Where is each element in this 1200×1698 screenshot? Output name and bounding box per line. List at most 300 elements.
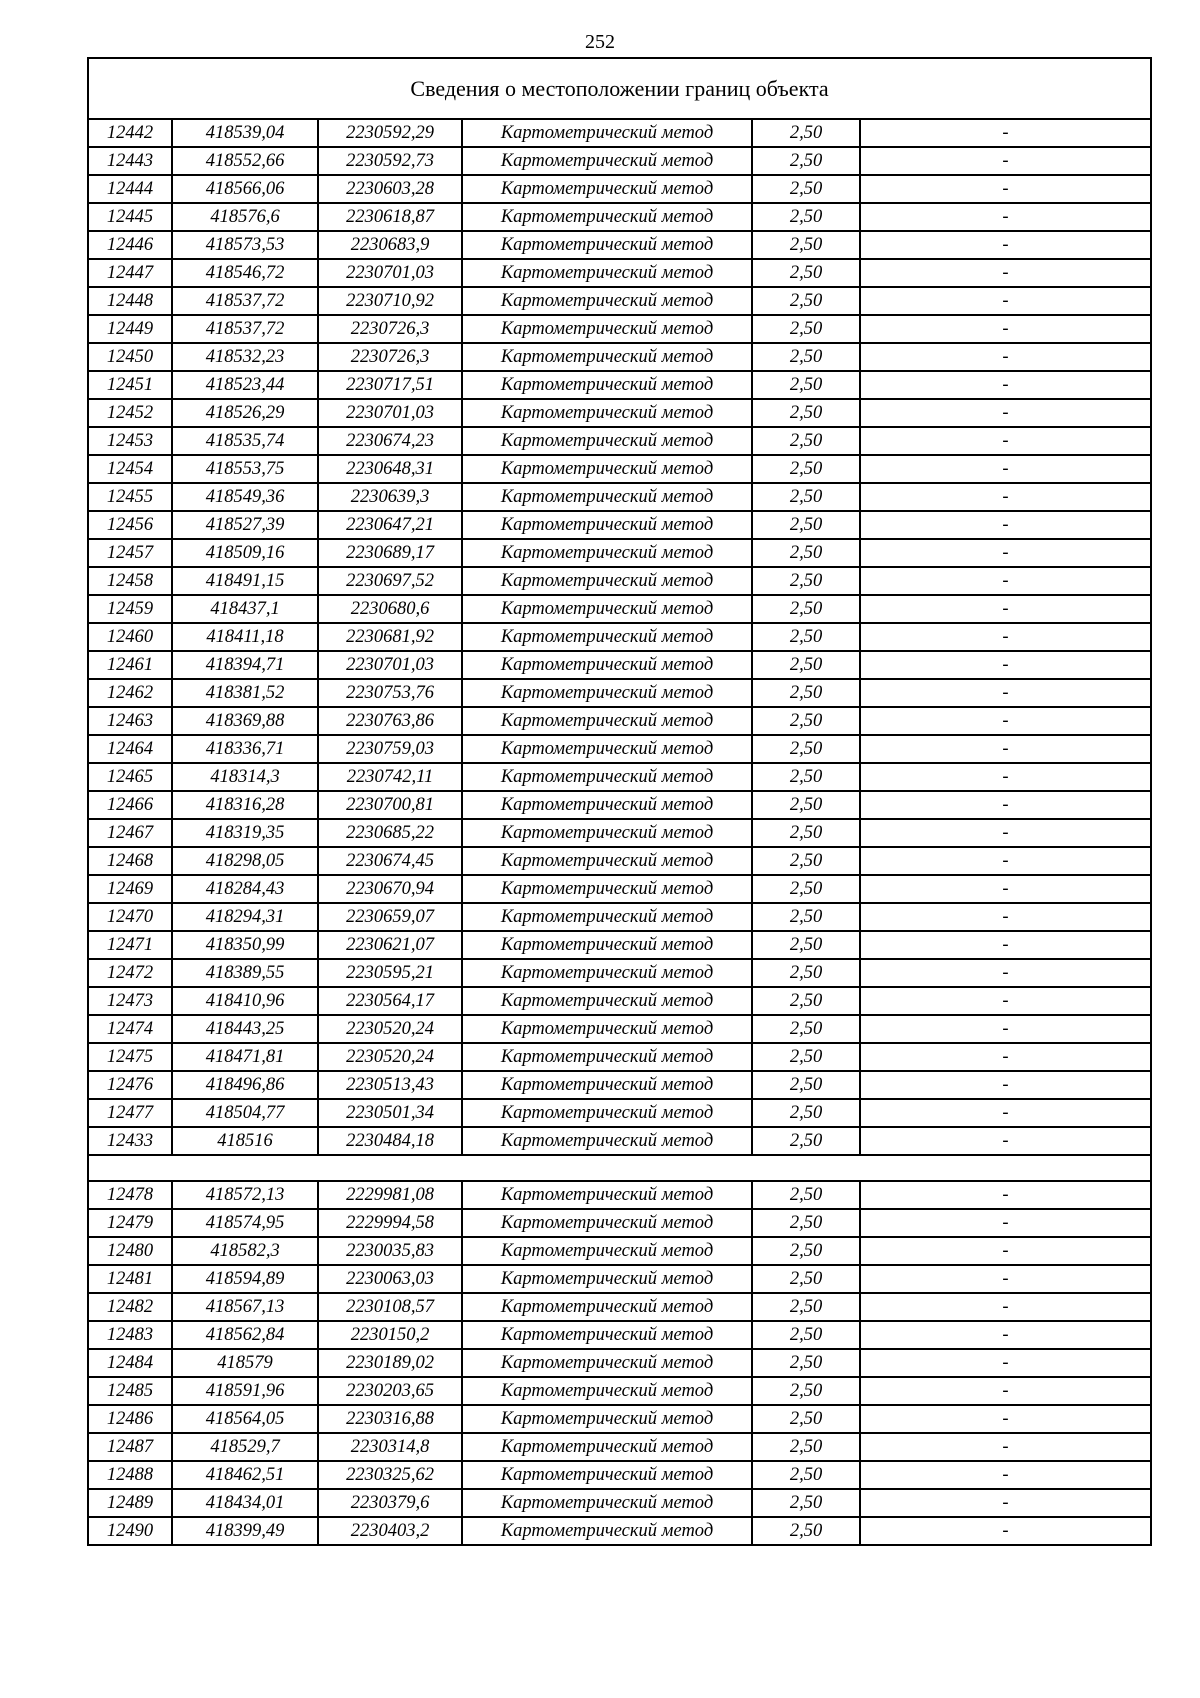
point-number-cell: 12476	[88, 1071, 172, 1099]
y-coordinate-cell: 2230685,22	[318, 819, 462, 847]
table-separator-row	[88, 1155, 1151, 1181]
method-cell: Картометрический метод	[462, 763, 752, 791]
table-row	[88, 791, 1151, 819]
table-row	[88, 847, 1151, 875]
page-number: 252	[585, 31, 615, 53]
description-cell: -	[860, 1043, 1151, 1071]
description-cell: -	[860, 203, 1151, 231]
method-cell: Картометрический метод	[462, 1237, 752, 1265]
method-cell: Картометрический метод	[462, 1181, 752, 1209]
point-number-cell: 12469	[88, 875, 172, 903]
accuracy-cell: 2,50	[752, 1433, 860, 1461]
point-number-cell: 12462	[88, 679, 172, 707]
point-number-cell: 12450	[88, 343, 172, 371]
accuracy-cell: 2,50	[752, 231, 860, 259]
x-coordinate-cell: 418496,86	[172, 1071, 318, 1099]
point-number-cell: 12479	[88, 1209, 172, 1237]
accuracy-cell: 2,50	[752, 455, 860, 483]
accuracy-cell: 2,50	[752, 1237, 860, 1265]
x-coordinate-cell: 418523,44	[172, 371, 318, 399]
accuracy-cell: 2,50	[752, 1099, 860, 1127]
table-row	[88, 1265, 1151, 1293]
x-coordinate-cell: 418350,99	[172, 931, 318, 959]
y-coordinate-cell: 2230520,24	[318, 1015, 462, 1043]
method-cell: Картометрический метод	[462, 371, 752, 399]
y-coordinate-cell: 2230670,94	[318, 875, 462, 903]
point-number-cell: 12489	[88, 1489, 172, 1517]
point-number-cell: 12449	[88, 315, 172, 343]
y-coordinate-cell: 2230763,86	[318, 707, 462, 735]
method-cell: Картометрический метод	[462, 903, 752, 931]
x-coordinate-cell: 418410,96	[172, 987, 318, 1015]
table-row	[88, 511, 1151, 539]
table-row	[88, 427, 1151, 455]
description-cell: -	[860, 259, 1151, 287]
method-cell: Картометрический метод	[462, 259, 752, 287]
method-cell: Картометрический метод	[462, 1015, 752, 1043]
method-cell: Картометрический метод	[462, 1265, 752, 1293]
y-coordinate-cell: 2230680,6	[318, 595, 462, 623]
x-coordinate-cell: 418576,6	[172, 203, 318, 231]
y-coordinate-cell: 2230403,2	[318, 1517, 462, 1545]
table-row	[88, 1071, 1151, 1099]
table-row	[88, 119, 1151, 147]
accuracy-cell: 2,50	[752, 343, 860, 371]
table-row	[88, 175, 1151, 203]
point-number-cell: 12480	[88, 1237, 172, 1265]
table-row	[88, 959, 1151, 987]
table-row	[88, 1461, 1151, 1489]
y-coordinate-cell: 2229994,58	[318, 1209, 462, 1237]
accuracy-cell: 2,50	[752, 1349, 860, 1377]
table-row	[88, 203, 1151, 231]
method-cell: Картометрический метод	[462, 511, 752, 539]
description-cell: -	[860, 735, 1151, 763]
y-coordinate-cell: 2230595,21	[318, 959, 462, 987]
y-coordinate-cell: 2230648,31	[318, 455, 462, 483]
x-coordinate-cell: 418532,23	[172, 343, 318, 371]
table-row	[88, 679, 1151, 707]
point-number-cell: 12464	[88, 735, 172, 763]
method-cell: Картометрический метод	[462, 483, 752, 511]
method-cell: Картометрический метод	[462, 1127, 752, 1155]
table-row	[88, 987, 1151, 1015]
accuracy-cell: 2,50	[752, 175, 860, 203]
point-number-cell: 12463	[88, 707, 172, 735]
y-coordinate-cell: 2230150,2	[318, 1321, 462, 1349]
table-row	[88, 371, 1151, 399]
accuracy-cell: 2,50	[752, 1321, 860, 1349]
point-number-cell: 12433	[88, 1127, 172, 1155]
y-coordinate-cell: 2230035,83	[318, 1237, 462, 1265]
y-coordinate-cell: 2230621,07	[318, 931, 462, 959]
method-cell: Картометрический метод	[462, 287, 752, 315]
x-coordinate-cell: 418553,75	[172, 455, 318, 483]
point-number-cell: 12486	[88, 1405, 172, 1433]
accuracy-cell: 2,50	[752, 595, 860, 623]
point-number-cell: 12487	[88, 1433, 172, 1461]
description-cell: -	[860, 1321, 1151, 1349]
accuracy-cell: 2,50	[752, 1043, 860, 1071]
x-coordinate-cell: 418284,43	[172, 875, 318, 903]
x-coordinate-cell: 418537,72	[172, 315, 318, 343]
x-coordinate-cell: 418394,71	[172, 651, 318, 679]
table-row	[88, 1433, 1151, 1461]
point-number-cell: 12465	[88, 763, 172, 791]
y-coordinate-cell: 2230659,07	[318, 903, 462, 931]
y-coordinate-cell: 2230647,21	[318, 511, 462, 539]
point-number-cell: 12473	[88, 987, 172, 1015]
description-cell: -	[860, 595, 1151, 623]
description-cell: -	[860, 1099, 1151, 1127]
description-cell: -	[860, 315, 1151, 343]
y-coordinate-cell: 2230701,03	[318, 259, 462, 287]
method-cell: Картометрический метод	[462, 875, 752, 903]
accuracy-cell: 2,50	[752, 1127, 860, 1155]
point-number-cell: 12481	[88, 1265, 172, 1293]
accuracy-cell: 2,50	[752, 735, 860, 763]
method-cell: Картометрический метод	[462, 315, 752, 343]
y-coordinate-cell: 2230742,11	[318, 763, 462, 791]
method-cell: Картометрический метод	[462, 147, 752, 175]
table-row	[88, 707, 1151, 735]
point-number-cell: 12448	[88, 287, 172, 315]
point-number-cell: 12478	[88, 1181, 172, 1209]
table-row	[88, 1377, 1151, 1405]
x-coordinate-cell: 418566,06	[172, 175, 318, 203]
description-cell: -	[860, 651, 1151, 679]
table-row	[88, 651, 1151, 679]
accuracy-cell: 2,50	[752, 1405, 860, 1433]
table-row	[88, 1099, 1151, 1127]
description-cell: -	[860, 679, 1151, 707]
accuracy-cell: 2,50	[752, 1489, 860, 1517]
accuracy-cell: 2,50	[752, 147, 860, 175]
table-row	[88, 1209, 1151, 1237]
method-cell: Картометрический метод	[462, 1405, 752, 1433]
x-coordinate-cell: 418381,52	[172, 679, 318, 707]
description-cell: -	[860, 567, 1151, 595]
point-number-cell: 12451	[88, 371, 172, 399]
method-cell: Картометрический метод	[462, 231, 752, 259]
description-cell: -	[860, 287, 1151, 315]
point-number-cell: 12461	[88, 651, 172, 679]
table-row	[88, 567, 1151, 595]
y-coordinate-cell: 2230726,3	[318, 315, 462, 343]
method-cell: Картометрический метод	[462, 1489, 752, 1517]
description-cell: -	[860, 931, 1151, 959]
method-cell: Картометрический метод	[462, 1099, 752, 1127]
table-row	[88, 231, 1151, 259]
y-coordinate-cell: 2230108,57	[318, 1293, 462, 1321]
y-coordinate-cell: 2230710,92	[318, 287, 462, 315]
x-coordinate-cell: 418509,16	[172, 539, 318, 567]
description-cell: -	[860, 483, 1151, 511]
separator-cell	[88, 1155, 1151, 1181]
point-number-cell: 12485	[88, 1377, 172, 1405]
y-coordinate-cell: 2230189,02	[318, 1349, 462, 1377]
table-row	[88, 1321, 1151, 1349]
table-row	[88, 1489, 1151, 1517]
point-number-cell: 12442	[88, 119, 172, 147]
method-cell: Картометрический метод	[462, 1349, 752, 1377]
description-cell: -	[860, 1209, 1151, 1237]
table-row	[88, 259, 1151, 287]
table-row	[88, 315, 1151, 343]
description-cell: -	[860, 1265, 1151, 1293]
y-coordinate-cell: 2230697,52	[318, 567, 462, 595]
y-coordinate-cell: 2230639,3	[318, 483, 462, 511]
method-cell: Картометрический метод	[462, 1293, 752, 1321]
description-cell: -	[860, 1377, 1151, 1405]
accuracy-cell: 2,50	[752, 1209, 860, 1237]
method-cell: Картометрический метод	[462, 735, 752, 763]
description-cell: -	[860, 1405, 1151, 1433]
point-number-cell: 12447	[88, 259, 172, 287]
y-coordinate-cell: 2230592,29	[318, 119, 462, 147]
description-cell: -	[860, 427, 1151, 455]
x-coordinate-cell: 418574,95	[172, 1209, 318, 1237]
y-coordinate-cell: 2230701,03	[318, 651, 462, 679]
method-cell: Картометрический метод	[462, 1461, 752, 1489]
method-cell: Картометрический метод	[462, 1321, 752, 1349]
y-coordinate-cell: 2230592,73	[318, 147, 462, 175]
x-coordinate-cell: 418594,89	[172, 1265, 318, 1293]
table-row	[88, 483, 1151, 511]
description-cell: -	[860, 1461, 1151, 1489]
table-row	[88, 1181, 1151, 1209]
x-coordinate-cell: 418516	[172, 1127, 318, 1155]
method-cell: Картометрический метод	[462, 679, 752, 707]
method-cell: Картометрический метод	[462, 651, 752, 679]
y-coordinate-cell: 2230683,9	[318, 231, 462, 259]
point-number-cell: 12477	[88, 1099, 172, 1127]
x-coordinate-cell: 418336,71	[172, 735, 318, 763]
y-coordinate-cell: 2230501,34	[318, 1099, 462, 1127]
point-number-cell: 12443	[88, 147, 172, 175]
point-number-cell: 12457	[88, 539, 172, 567]
description-cell: -	[860, 847, 1151, 875]
x-coordinate-cell: 418572,13	[172, 1181, 318, 1209]
method-cell: Картометрический метод	[462, 427, 752, 455]
x-coordinate-cell: 418319,35	[172, 819, 318, 847]
x-coordinate-cell: 418552,66	[172, 147, 318, 175]
accuracy-cell: 2,50	[752, 1265, 860, 1293]
x-coordinate-cell: 418389,55	[172, 959, 318, 987]
description-cell: -	[860, 959, 1151, 987]
point-number-cell: 12446	[88, 231, 172, 259]
table-row	[88, 1043, 1151, 1071]
x-coordinate-cell: 418529,7	[172, 1433, 318, 1461]
y-coordinate-cell: 2230520,24	[318, 1043, 462, 1071]
x-coordinate-cell: 418564,05	[172, 1405, 318, 1433]
table-row	[88, 1127, 1151, 1155]
accuracy-cell: 2,50	[752, 1461, 860, 1489]
x-coordinate-cell: 418535,74	[172, 427, 318, 455]
accuracy-cell: 2,50	[752, 791, 860, 819]
table-row	[88, 931, 1151, 959]
point-number-cell: 12474	[88, 1015, 172, 1043]
table-title: Сведения о местоположении границ объекта	[88, 58, 1151, 119]
y-coordinate-cell: 2230753,76	[318, 679, 462, 707]
accuracy-cell: 2,50	[752, 1517, 860, 1545]
x-coordinate-cell: 418462,51	[172, 1461, 318, 1489]
y-coordinate-cell: 2230689,17	[318, 539, 462, 567]
x-coordinate-cell: 418591,96	[172, 1377, 318, 1405]
description-cell: -	[860, 763, 1151, 791]
table-row	[88, 875, 1151, 903]
table-row	[88, 903, 1151, 931]
y-coordinate-cell: 2230700,81	[318, 791, 462, 819]
accuracy-cell: 2,50	[752, 259, 860, 287]
description-cell: -	[860, 875, 1151, 903]
method-cell: Картометрический метод	[462, 1433, 752, 1461]
method-cell: Картометрический метод	[462, 1517, 752, 1545]
accuracy-cell: 2,50	[752, 931, 860, 959]
x-coordinate-cell: 418579	[172, 1349, 318, 1377]
y-coordinate-cell: 2230717,51	[318, 371, 462, 399]
accuracy-cell: 2,50	[752, 539, 860, 567]
accuracy-cell: 2,50	[752, 819, 860, 847]
accuracy-cell: 2,50	[752, 315, 860, 343]
y-coordinate-cell: 2230603,28	[318, 175, 462, 203]
accuracy-cell: 2,50	[752, 119, 860, 147]
description-cell: -	[860, 371, 1151, 399]
accuracy-cell: 2,50	[752, 903, 860, 931]
table-row	[88, 399, 1151, 427]
x-coordinate-cell: 418443,25	[172, 1015, 318, 1043]
description-cell: -	[860, 455, 1151, 483]
point-number-cell: 12482	[88, 1293, 172, 1321]
accuracy-cell: 2,50	[752, 651, 860, 679]
description-cell: -	[860, 1127, 1151, 1155]
table-row	[88, 1405, 1151, 1433]
y-coordinate-cell: 2230726,3	[318, 343, 462, 371]
point-number-cell: 12468	[88, 847, 172, 875]
x-coordinate-cell: 418434,01	[172, 1489, 318, 1517]
point-number-cell: 12471	[88, 931, 172, 959]
method-cell: Картометрический метод	[462, 175, 752, 203]
method-cell: Картометрический метод	[462, 707, 752, 735]
point-number-cell: 12452	[88, 399, 172, 427]
description-cell: -	[860, 399, 1151, 427]
method-cell: Картометрический метод	[462, 343, 752, 371]
y-coordinate-cell: 2230063,03	[318, 1265, 462, 1293]
point-number-cell: 12460	[88, 623, 172, 651]
y-coordinate-cell: 2230314,8	[318, 1433, 462, 1461]
method-cell: Картометрический метод	[462, 1071, 752, 1099]
description-cell: -	[860, 539, 1151, 567]
point-number-cell: 12453	[88, 427, 172, 455]
y-coordinate-cell: 2230316,88	[318, 1405, 462, 1433]
accuracy-cell: 2,50	[752, 763, 860, 791]
description-cell: -	[860, 343, 1151, 371]
x-coordinate-cell: 418491,15	[172, 567, 318, 595]
method-cell: Картометрический метод	[462, 567, 752, 595]
point-number-cell: 12470	[88, 903, 172, 931]
description-cell: -	[860, 231, 1151, 259]
description-cell: -	[860, 1293, 1151, 1321]
x-coordinate-cell: 418399,49	[172, 1517, 318, 1545]
x-coordinate-cell: 418298,05	[172, 847, 318, 875]
point-number-cell: 12445	[88, 203, 172, 231]
method-cell: Картометрический метод	[462, 455, 752, 483]
x-coordinate-cell: 418471,81	[172, 1043, 318, 1071]
method-cell: Картометрический метод	[462, 847, 752, 875]
description-cell: -	[860, 623, 1151, 651]
description-cell: -	[860, 1517, 1151, 1545]
description-cell: -	[860, 1433, 1151, 1461]
accuracy-cell: 2,50	[752, 1181, 860, 1209]
description-cell: -	[860, 987, 1151, 1015]
method-cell: Картометрический метод	[462, 119, 752, 147]
accuracy-cell: 2,50	[752, 707, 860, 735]
x-coordinate-cell: 418573,53	[172, 231, 318, 259]
method-cell: Картометрический метод	[462, 959, 752, 987]
y-coordinate-cell: 2230759,03	[318, 735, 462, 763]
method-cell: Картометрический метод	[462, 595, 752, 623]
y-coordinate-cell: 2230681,92	[318, 623, 462, 651]
description-cell: -	[860, 791, 1151, 819]
method-cell: Картометрический метод	[462, 623, 752, 651]
table-row	[88, 1349, 1151, 1377]
y-coordinate-cell: 2230701,03	[318, 399, 462, 427]
x-coordinate-cell: 418549,36	[172, 483, 318, 511]
x-coordinate-cell: 418546,72	[172, 259, 318, 287]
description-cell: -	[860, 119, 1151, 147]
table-row	[88, 147, 1151, 175]
accuracy-cell: 2,50	[752, 427, 860, 455]
x-coordinate-cell: 418316,28	[172, 791, 318, 819]
x-coordinate-cell: 418539,04	[172, 119, 318, 147]
point-number-cell: 12444	[88, 175, 172, 203]
accuracy-cell: 2,50	[752, 1071, 860, 1099]
point-number-cell: 12472	[88, 959, 172, 987]
point-number-cell: 12490	[88, 1517, 172, 1545]
accuracy-cell: 2,50	[752, 1293, 860, 1321]
accuracy-cell: 2,50	[752, 399, 860, 427]
table-row	[88, 539, 1151, 567]
x-coordinate-cell: 418369,88	[172, 707, 318, 735]
table-body	[88, 58, 1151, 1545]
point-number-cell: 12488	[88, 1461, 172, 1489]
point-number-cell: 12484	[88, 1349, 172, 1377]
accuracy-cell: 2,50	[752, 987, 860, 1015]
accuracy-cell: 2,50	[752, 679, 860, 707]
point-number-cell: 12459	[88, 595, 172, 623]
description-cell: -	[860, 175, 1151, 203]
x-coordinate-cell: 418562,84	[172, 1321, 318, 1349]
description-cell: -	[860, 819, 1151, 847]
y-coordinate-cell: 2230325,62	[318, 1461, 462, 1489]
point-number-cell: 12458	[88, 567, 172, 595]
y-coordinate-cell: 2230674,45	[318, 847, 462, 875]
x-coordinate-cell: 418567,13	[172, 1293, 318, 1321]
accuracy-cell: 2,50	[752, 1015, 860, 1043]
point-number-cell: 12483	[88, 1321, 172, 1349]
description-cell: -	[860, 903, 1151, 931]
method-cell: Картометрический метод	[462, 399, 752, 427]
y-coordinate-cell: 2230484,18	[318, 1127, 462, 1155]
accuracy-cell: 2,50	[752, 623, 860, 651]
method-cell: Картометрический метод	[462, 931, 752, 959]
accuracy-cell: 2,50	[752, 483, 860, 511]
x-coordinate-cell: 418294,31	[172, 903, 318, 931]
x-coordinate-cell: 418537,72	[172, 287, 318, 315]
description-cell: -	[860, 1071, 1151, 1099]
table-row	[88, 1015, 1151, 1043]
description-cell: -	[860, 1237, 1151, 1265]
